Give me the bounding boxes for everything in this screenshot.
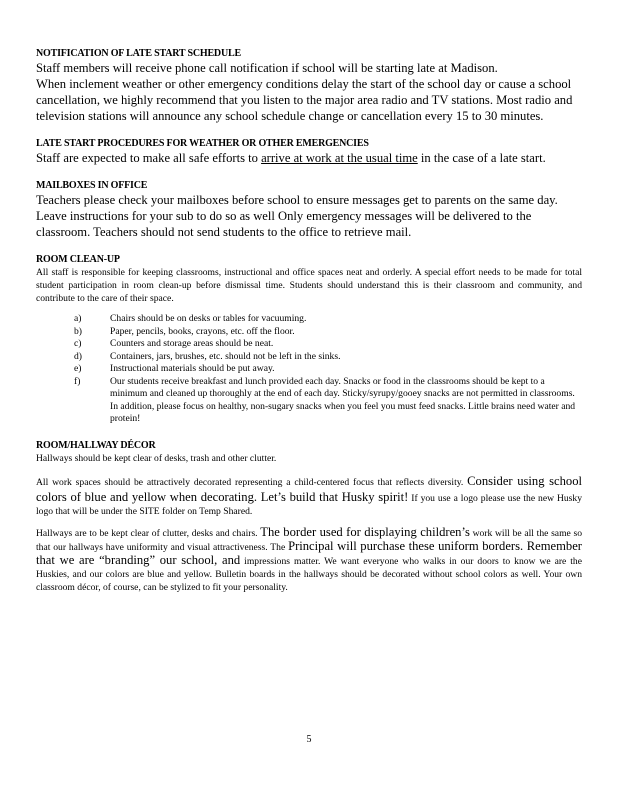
list-item xyxy=(36,326,582,339)
list-item-marker: d) xyxy=(74,350,82,362)
cleanup-section xyxy=(36,254,582,426)
decor-p2-big: Consider using school colors of blue and yellow when decorating. Let’s build that Husky spirit! xyxy=(36,473,582,504)
late-start-line-1: Staff members will receive phone call notification if school will be starting late at Madison. xyxy=(36,61,498,75)
decor-heading: ROOM/HALLWAY DÉCOR xyxy=(36,439,156,451)
list-item-text: Our students receive breakfast and lunch provided each day. Snacks or food in the classrooms should be kept to a minimum and cleaned up thoroughly at the end of each day. Sticky/syrupy/gooey snacks are not permitted in classrooms. In addition, please focus on healthy, non-sugary snacks when you feel you must feed snacks. Little brains need water and protein! xyxy=(110,375,576,424)
document-page xyxy=(36,48,582,608)
procedure-heading: LATE START PROCEDURES FOR WEATHER OR OTHER EMERGENCIES xyxy=(36,138,369,149)
decor-p3-big: The border used for displaying children’s xyxy=(260,524,470,539)
decor-p3-small3: impressions matter. We want everyone who walks in our doors to know we are the Huskies, and our colors are blue and yellow. Bulletin boards in the hallways should be decorated without school colors as well. Your own classroom décor, of course, can be stylized to fit your personality. xyxy=(36,555,582,593)
late-start-heading: NOTIFICATION OF LATE START SCHEDULE xyxy=(36,48,241,59)
list-item xyxy=(36,376,582,426)
list-item xyxy=(36,338,582,351)
mailboxes-heading: MAILBOXES IN OFFICE xyxy=(36,180,148,191)
list-item xyxy=(36,351,582,364)
list-item xyxy=(36,363,582,376)
mailboxes-section xyxy=(36,180,582,240)
list-item-marker: b) xyxy=(74,325,82,337)
mailboxes-text: Teachers please check your mailboxes before school to ensure messages get to parents on the same day. Leave instructions for your sub to do so as well Only emergency messages will be delivered to the classroom. Teachers should not send students to the office to retrieve mail. xyxy=(36,193,558,239)
list-item-text: Instructional materials should be put away. xyxy=(110,363,275,374)
list-item-text: Counters and storage areas should be neat. xyxy=(110,338,274,349)
list-item xyxy=(36,313,582,326)
decor-section xyxy=(36,440,582,594)
cleanup-list xyxy=(36,313,582,426)
list-item-marker: a) xyxy=(74,313,82,324)
decor-p3-big2: Principal will purchase these uniform borders. Remember that we are “branding” our school, and xyxy=(36,538,582,567)
decor-paragraph-1: Hallways should be kept clear of desks, trash and other clutter. xyxy=(36,452,277,464)
procedure-text-after: in the case of a late start. xyxy=(417,151,546,165)
procedure-underlined: arrive at work at the usual time xyxy=(261,151,418,165)
list-item-marker: c) xyxy=(74,338,82,349)
procedure-section xyxy=(36,138,582,166)
decor-paragraph-2 xyxy=(36,473,582,518)
list-item-text: Containers, jars, brushes, etc. should not be left in the sinks. xyxy=(110,350,341,362)
decor-p3-small2: work will be all the same so that our hallways have uniformity and visual attractiveness. The xyxy=(36,527,583,553)
cleanup-heading: ROOM CLEAN-UP xyxy=(36,254,120,265)
decor-p2-small-after: If you use a logo please use the new Husky logo that will be under the SITE folder on Temp Shared. xyxy=(36,492,582,517)
procedure-text xyxy=(36,150,582,166)
late-start-section xyxy=(36,48,582,124)
cleanup-text: All staff is responsible for keeping classrooms, instructional and office spaces neat and orderly. A special effort needs to be made for total student participation in room clean-up before dismissal time. Students should understand this is their classroom and community, and contribute to the care of their space. xyxy=(36,267,582,304)
page-number: 5 xyxy=(306,734,312,745)
decor-p3-small: Hallways are to be kept clear of clutter, desks and chairs. xyxy=(36,527,261,539)
late-start-line-2: When inclement weather or other emergency conditions delay the start of the school day or cause a school cancellation, we highly recommend that you listen to the major area radio and TV stations. Most radio and television stations will announce any school schedule change or cancellation every 15 to 30 minutes. xyxy=(36,77,573,123)
decor-p2-small: All work spaces should be attractively decorated representing a child-centered focus that reflects diversity. xyxy=(36,476,468,488)
procedure-text-before: Staff are expected to make all safe efforts to xyxy=(36,151,262,165)
list-item-text: Paper, pencils, books, crayons, etc. off the floor. xyxy=(110,325,295,337)
list-item-text: Chairs should be on desks or tables for vacuuming. xyxy=(110,313,307,324)
list-item-marker: e) xyxy=(74,363,82,374)
decor-paragraph-3 xyxy=(36,526,582,594)
list-item-marker: f) xyxy=(74,375,81,387)
